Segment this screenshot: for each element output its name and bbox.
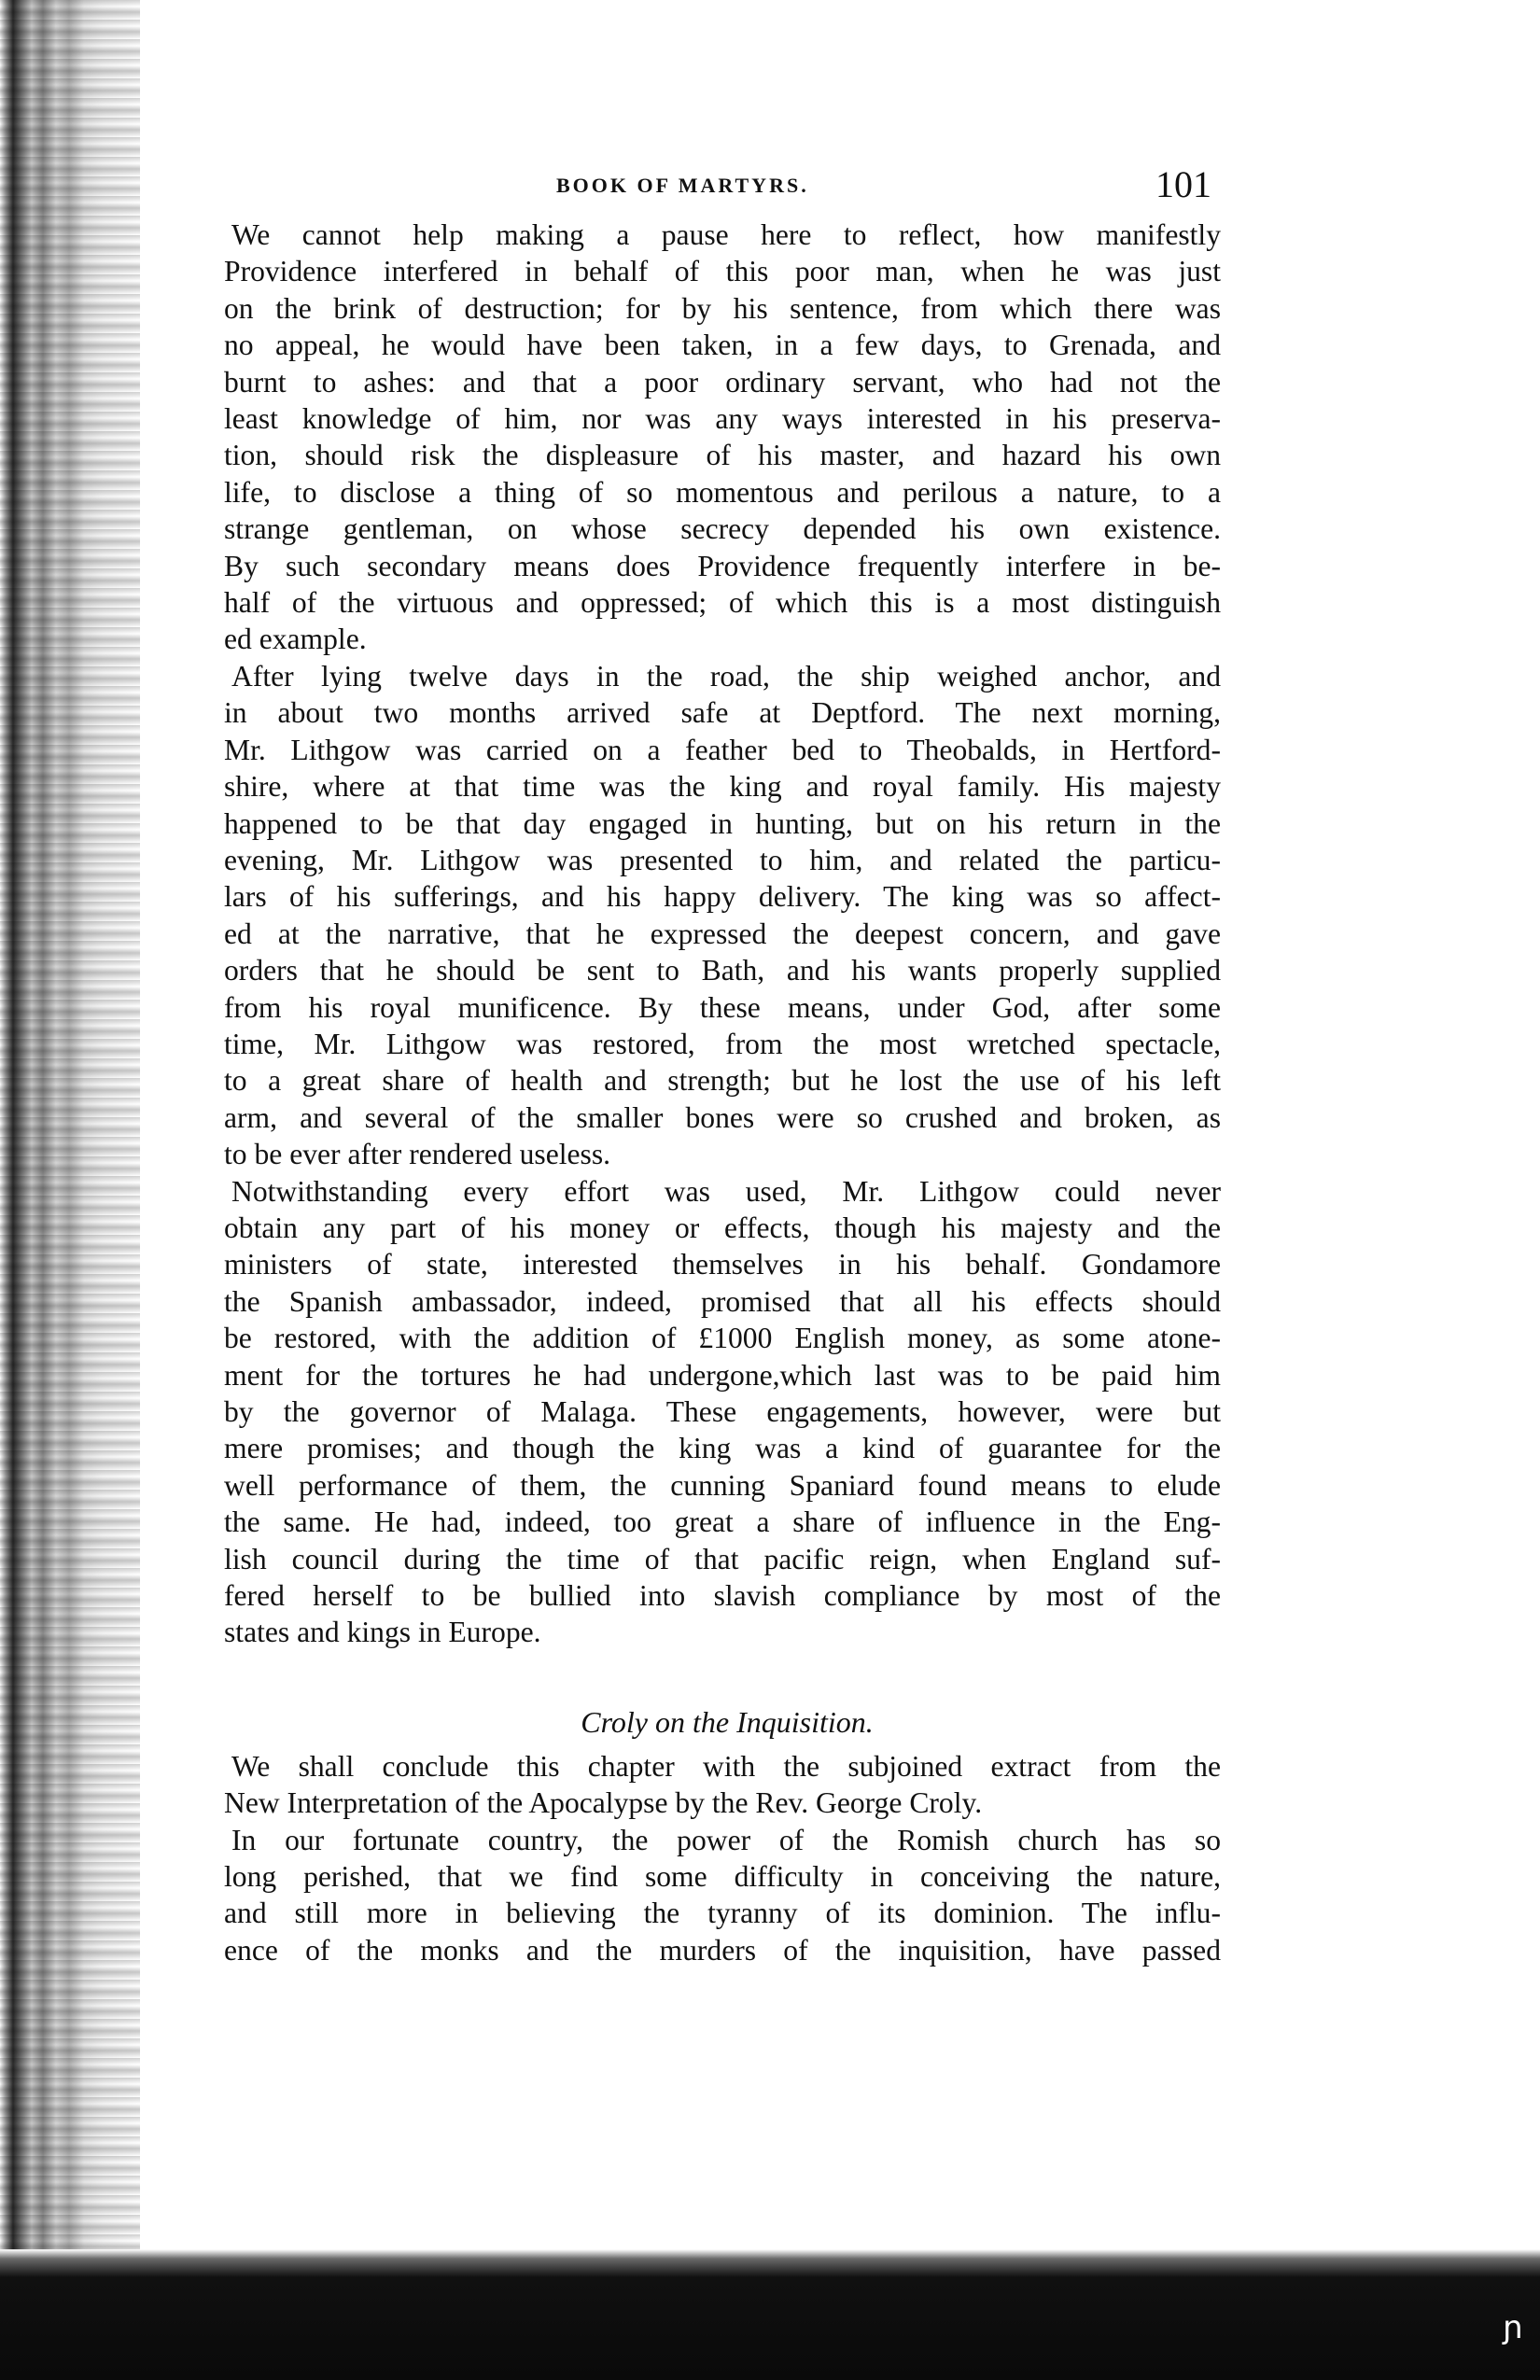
text-line: states and kings in Europe.	[224, 1616, 541, 1649]
paragraph	[224, 1173, 1221, 1651]
text-line: fered herself to be bullied into slavish compliance by most of the	[224, 1579, 1221, 1613]
text-line: ed at the narrative, that he expressed the deepest concern, and gave	[224, 917, 1221, 950]
corner-mark-icon: ɲ	[1503, 2309, 1523, 2346]
page-number: 101	[1155, 163, 1211, 205]
text-line: and still more in believing the tyranny of its dominion. The influ-	[224, 1897, 1221, 1930]
binding-gutter-shadow	[0, 0, 140, 2380]
text-line: the Spanish ambassador, indeed, promised that all his effects should	[224, 1284, 1221, 1318]
scanner-bottom-band	[0, 2249, 1540, 2380]
text-line: We cannot help making a pause here to reflect, how manifestly	[231, 218, 1221, 251]
paragraph	[224, 1748, 1221, 1822]
running-title: BOOK OF MARTYRS.	[556, 174, 809, 197]
text-line: in about two months arrived safe at Deptford. The next morning,	[224, 696, 1221, 730]
text-line: ministers of state, interested themselves in his behalf. Gondamore	[224, 1248, 1221, 1281]
text-line: long perished, that we find some difficulty in conceiving the nature,	[224, 1860, 1221, 1894]
text-line: no appeal, he would have been taken, in a few days, to Grenada, and	[224, 329, 1221, 362]
text-line: Notwithstanding every effort was used, Mr. Lithgow could never	[231, 1174, 1221, 1208]
text-line: half of the virtuous and oppressed; of which this is a most distinguish	[224, 586, 1221, 620]
text-line: obtain any part of his money or effects, though his majesty and the	[224, 1211, 1221, 1244]
text-line: strange gentleman, on whose secrecy depended his own existence.	[224, 512, 1221, 546]
text-line: In our fortunate country, the power of the Romish church has so	[231, 1823, 1221, 1856]
paragraph	[224, 217, 1221, 658]
body-text	[224, 217, 1221, 1651]
text-line: happened to be that day engaged in hunting, but on his return in the	[224, 806, 1221, 840]
text-line: evening, Mr. Lithgow was presented to him, and related the particu-	[224, 843, 1221, 876]
text-line: orders that he should be sent to Bath, and his wants properly supplied	[224, 954, 1221, 987]
text-line: Providence interfered in behalf of this poor man, when he was just	[224, 255, 1221, 288]
section-body-text	[224, 1748, 1221, 1968]
text-line: ence of the monks and the murders of the inquisition, have passed	[224, 1933, 1221, 1967]
text-line: be restored, with the addition of £1000 English money, as some atone-	[224, 1322, 1221, 1355]
paragraph	[224, 658, 1221, 1173]
text-line: burnt to ashes: and that a poor ordinary servant, who had not the	[224, 365, 1221, 399]
text-line: Mr. Lithgow was carried on a feather bed to Theobalds, in Hertford-	[224, 733, 1221, 766]
text-line: lars of his sufferings, and his happy delivery. The king was so affect-	[224, 880, 1221, 914]
text-line: lish council during the time of that pacific reign, when England suf-	[224, 1542, 1221, 1575]
text-line: well performance of them, the cunning Spaniard found means to elude	[224, 1468, 1221, 1502]
text-line: ment for the tortures he had undergone,which last was to be paid him	[224, 1358, 1221, 1392]
text-line: mere promises; and though the king was a kind of guarantee for the	[224, 1432, 1221, 1465]
text-line: By such secondary means does Providence frequently interfere in be-	[224, 549, 1221, 582]
text-line: New Interpretation of the Apocalypse by the Rev. George Croly.	[224, 1786, 983, 1820]
text-line: shire, where at that time was the king and royal family. His majesty	[224, 770, 1221, 804]
book-page	[224, 161, 1221, 1968]
text-line: to be ever after rendered useless.	[224, 1138, 611, 1171]
paragraph	[224, 1822, 1221, 1969]
text-line: on the brink of destruction; for by his sentence, from which there was	[224, 291, 1221, 325]
running-head	[224, 161, 1221, 215]
text-line: the same. He had, indeed, too great a share of influence in the Eng-	[224, 1505, 1221, 1539]
text-line: by the governor of Malaga. These engagements, however, were but	[224, 1395, 1221, 1428]
text-line: from his royal munificence. By these means, under God, after some	[224, 990, 1221, 1024]
text-line: After lying twelve days in the road, the ship weighed anchor, and	[231, 659, 1221, 693]
text-line: time, Mr. Lithgow was restored, from the most wretched spectacle,	[224, 1027, 1221, 1060]
text-line: tion, should risk the displeasure of his master, and hazard his own	[224, 439, 1221, 472]
text-line: least knowledge of him, nor was any ways interested in his preserva-	[224, 402, 1221, 436]
text-line: life, to disclose a thing of so momentous and perilous a nature, to a	[224, 475, 1221, 509]
text-line: to a great share of health and strength; but he lost the use of his left	[224, 1064, 1221, 1098]
text-line: ed example.	[224, 623, 367, 656]
text-line: arm, and several of the smaller bones were so crushed and broken, as	[224, 1100, 1221, 1134]
section-heading: Croly on the Inquisition.	[581, 1704, 874, 1739]
text-line: We shall conclude this chapter with the subjoined extract from the	[231, 1749, 1221, 1783]
